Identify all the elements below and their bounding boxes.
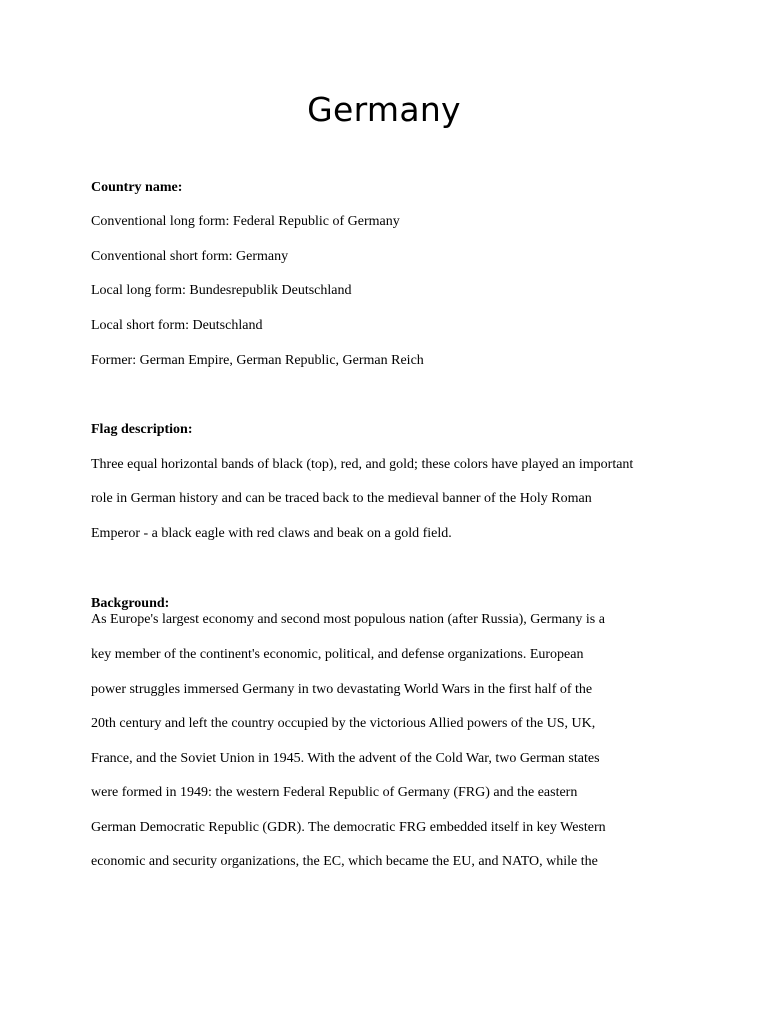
page-title: Germany — [307, 90, 461, 129]
paragraph-line: 20th century and left the country occupied by the victorious Allied powers of the US, UK, — [91, 716, 596, 731]
section-heading-country-name: Country name: — [91, 180, 183, 195]
paragraph-line: As Europe's largest economy and second most populous nation (after Russia), Germany is a — [91, 612, 605, 627]
paragraph-line: economic and security organizations, the EC, which became the EU, and NATO, while the — [91, 854, 598, 869]
paragraph-line: France, and the Soviet Union in 1945. With the advent of the Cold War, two German states — [91, 751, 600, 766]
paragraph-line: key member of the continent's economic, political, and defense organizations. European — [91, 647, 584, 662]
section-heading-background: Background: — [91, 596, 170, 611]
paragraph-line: German Democratic Republic (GDR). The democratic FRG embedded itself in key Western — [91, 820, 606, 835]
paragraph-line: Former: German Empire, German Republic, German Reich — [91, 353, 424, 368]
paragraph-line: Local short form: Deutschland — [91, 318, 263, 333]
paragraph-line: power struggles immersed Germany in two devastating World Wars in the first half of the — [91, 682, 593, 697]
paragraph-line: were formed in 1949: the western Federal Republic of Germany (FRG) and the eastern — [91, 785, 578, 800]
paragraph-line: Conventional long form: Federal Republic of Germany — [91, 214, 400, 229]
paragraph-line: role in German history and can be traced back to the medieval banner of the Holy Roman — [91, 491, 592, 506]
paragraph-line: Local long form: Bundesrepublik Deutschland — [91, 283, 352, 298]
paragraph-line: Emperor - a black eagle with red claws and beak on a gold field. — [91, 526, 452, 541]
section-heading-flag-description: Flag description: — [91, 422, 193, 437]
paragraph-line: Conventional short form: Germany — [91, 249, 289, 264]
paragraph-line: Three equal horizontal bands of black (top), red, and gold; these colors have played an important — [91, 457, 634, 472]
